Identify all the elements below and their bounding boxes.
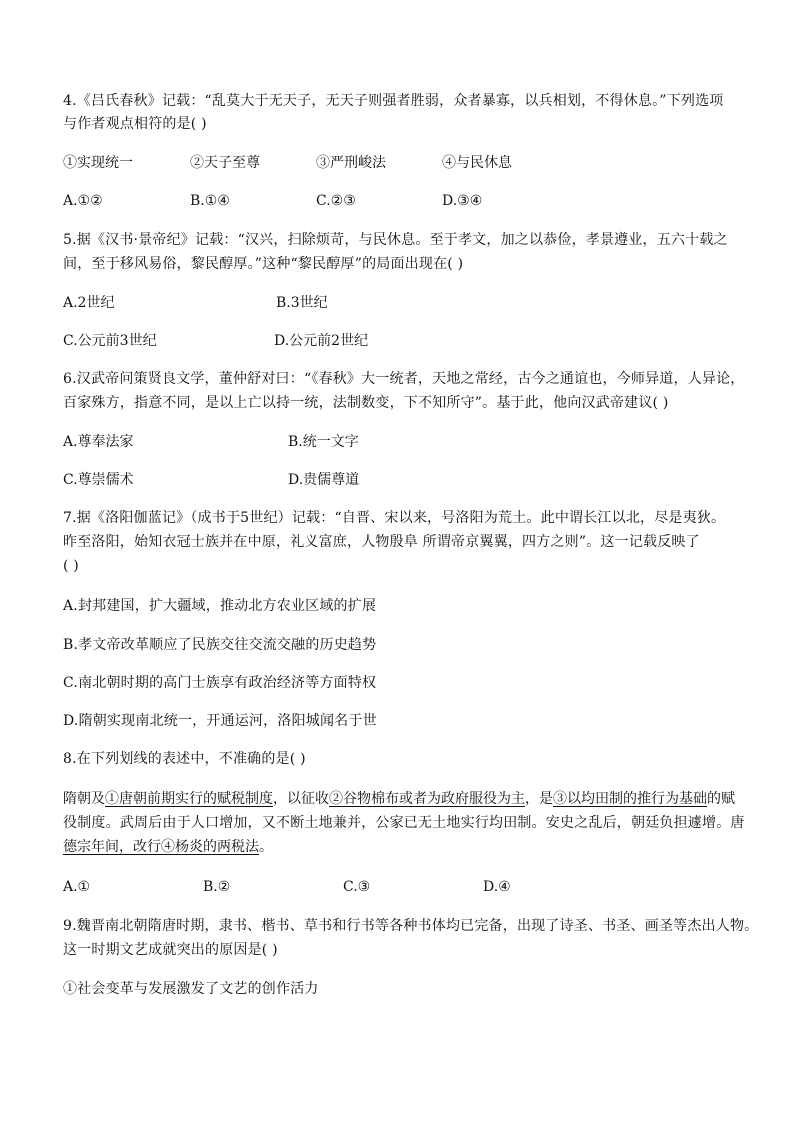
q8-passage-line3 (63, 837, 273, 857)
q8-text-seg: ，以征收 (273, 791, 329, 807)
q8-text-seg: 。 (259, 839, 273, 855)
q4-item-2: ②天子至尊 (190, 155, 260, 171)
q6-option-c: C.尊崇儒术 (63, 472, 134, 488)
q8-option-a: A.① (63, 879, 91, 895)
q4-option-a: A.①② (63, 193, 103, 209)
q5-option-c: C.公元前3世纪 (63, 333, 157, 349)
q9-stem-line2: 这一时期文艺成就突出的原因是( ) (63, 942, 278, 958)
q8-text-seg: 的赋 (707, 791, 735, 807)
q7-stem-line1: 7.据《洛阳伽蓝记》（成书于5世纪）记载：“自晋、宋以来，号洛阳为荒土。此中谓长江以北，尽是夷狄。 (63, 510, 726, 526)
q5-stem-line1: 5.据《汉书·景帝纪》记载：“汉兴，扫除烦苛，与民休息。至于孝文，加之以恭俭，孝景遵业，五六十载之 (63, 232, 728, 248)
q8-option-b: B.② (203, 879, 231, 895)
q8-underline-1: ①唐朝前期实行的赋税制度 (105, 791, 273, 807)
q4-item-4: ④与民休息 (442, 155, 512, 171)
q6-stem-line2: 百家殊方，指意不同，是以上亡以持一统，法制数变，下不知所守”。基于此，他向汉武帝建议( ) (63, 395, 669, 411)
q7-option-d: D.隋朝实现南北统一，开通运河，洛阳城闻名于世 (63, 713, 377, 729)
q8-underline-3: ③以均田制的推行为基础 (553, 791, 707, 807)
q7-option-a: A.封邦建国，扩大疆域，推动北方农业区域的扩展 (63, 598, 377, 614)
q4-option-d: D.③④ (442, 193, 483, 209)
q4-item-3: ③严刑峻法 (316, 155, 386, 171)
q4-option-b: B.①④ (190, 193, 230, 209)
q7-stem-line3: ( ) (63, 558, 79, 574)
q6-stem-line1: 6.汉武帝问策贤良文学，董仲舒对曰：“《春秋》大一统者，天地之常经，古今之通谊也，今师异道，人异论， (63, 371, 745, 387)
q7-option-c: C.南北朝时期的高门士族享有政治经济等方面特权 (63, 675, 377, 691)
q8-text-seg: ，是 (525, 791, 553, 807)
q6-option-d: D.贵儒尊道 (288, 472, 360, 488)
q8-option-d: D.④ (483, 879, 511, 895)
q8-underline-2: ②谷物棉布或者为政府服役为主 (329, 791, 525, 807)
q4-option-c: C.②③ (316, 193, 356, 209)
q6-option-b: B.统一文字 (288, 434, 359, 450)
q8-passage-line2: 役制度。武周后由于人口增加，又不断土地兼并，公家已无土地实行均田制。安史之乱后，朝廷负担遽增。唐 (63, 815, 745, 831)
q4-stem-line2: 与作者观点相符的是( ) (63, 116, 207, 132)
q4-item-1: ①实现统一 (63, 155, 133, 171)
q5-option-a: A.2世纪 (63, 295, 115, 311)
q8-option-c: C.③ (343, 879, 371, 895)
q5-option-d: D.公元前2世纪 (274, 333, 369, 349)
q9-item-1: ①社会变革与发展激发了文艺的创作活力 (63, 981, 319, 997)
q6-option-a: A.尊奉法家 (63, 434, 134, 450)
q8-text-seg: 隋朝及 (63, 791, 105, 807)
q5-stem-line2: 间，至于移风易俗，黎民醇厚。”这种“黎民醇厚”的局面出现在( ) (63, 256, 464, 272)
q8-underline-4: 德宗年间，改行④杨炎的两税法 (63, 839, 259, 855)
q5-option-b: B.3世纪 (276, 295, 328, 311)
q7-stem-line2: 昨至洛阳，始知衣冠士族并在中原，礼义富庶，人物殷阜 所谓帝京翼翼，四方之则”。这一记载反映了 (63, 534, 700, 550)
q9-stem-line1: 9.魏晋南北朝隋唐时期，隶书、楷书、草书和行书等各种书体均已完备，出现了诗圣、书圣、画圣等杰出人物。 (63, 918, 759, 934)
q8-passage-line1 (63, 789, 735, 809)
q4-stem-line1: 4.《吕氏春秋》记载：“乱莫大于无天子，无天子则强者胜弱，众者暴寡，以兵相划，不得休息。”下列选项 (63, 93, 724, 109)
q7-option-b: B.孝文帝改革顺应了民族交往交流交融的历史趋势 (63, 637, 377, 653)
q8-stem: 8.在下列划线的表述中，不准确的是( ) (63, 751, 306, 767)
